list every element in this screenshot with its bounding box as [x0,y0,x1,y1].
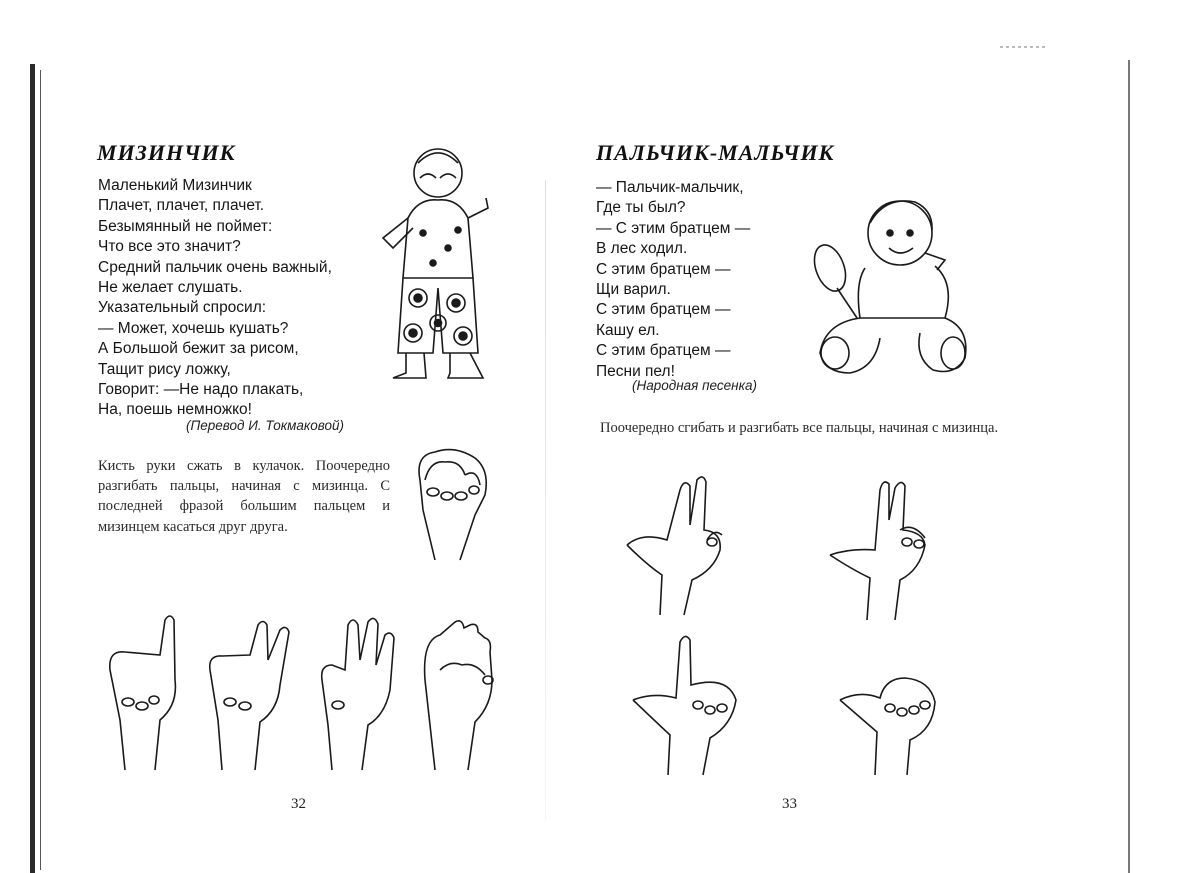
scan-artifact [1000,46,1048,48]
left-page-number: 32 [291,796,306,812]
poem-line: В лес ходил. [596,240,688,258]
poem-line: Маленький Мизинчик [98,177,252,194]
poem-line: Что все это значит? [98,238,241,256]
poem-line: Где ты был? [596,199,686,217]
book-spine-shadow [30,64,35,873]
poem-line: — Пальчик-мальчик, [596,179,744,196]
left-poem [98,176,332,421]
poem-line: С этим братцем — [596,260,731,278]
poem-line: На, поешь немножко! [98,401,252,419]
poem-line: Говорит: —Не надо плакать, [98,381,304,399]
poem-line: Кашу ел. [596,321,660,339]
poem-line: А Большой бежит за рисом, [98,340,299,358]
page-right-edge [1128,60,1130,873]
hand-gesture-icon [835,660,945,780]
poem-line: С этим братцем — [596,301,731,319]
poem-line: Не желает слушать. [98,279,243,297]
poem-line: Средний пальчик очень важный, [98,258,332,276]
poem-line: — Может, хочешь кушать? [98,319,289,337]
center-fold [545,180,546,820]
right-page-title: ПАЛЬЧИК-МАЛЬЧИК [596,140,835,165]
poem-line: Безымянный не поймет: [98,217,273,235]
right-instruction: Поочередно сгибать и разгибать все пальцы, начиная с мизинца. [600,420,999,436]
poem-line: Плачет, плачет, плачет. [98,197,265,215]
right-page-number: 33 [782,796,797,812]
poem-line: С этим братцем — [596,342,731,360]
hand-gesture-icon [100,610,500,790]
hand-gesture-icon [825,470,945,620]
right-poem [596,178,750,382]
crying-child-illustration [378,138,498,388]
left-page-title: МИЗИНЧИК [97,140,236,165]
hand-gesture-icon [628,630,748,780]
poem-line: — С этим братцем — [596,219,751,237]
poem-line: Щи варил. [596,281,671,299]
hand-gesture-icon [622,470,752,620]
poem-line: Песни пел! [596,362,675,380]
child-with-spoon-illustration [805,188,975,388]
right-credit: (Народная песенка) [632,378,757,393]
poem-line: Указательный спросил: [98,299,267,317]
poem-line: Тащит рису ложку, [98,360,231,378]
left-credit: (Перевод И. Токмаковой) [186,418,345,433]
book-spine-line [40,70,41,870]
left-instruction: Кисть руки сжать в кулачок. Поочередно разгибать пальцы, начиная с мизинца. С последней фразой большим пальцем и мизинцем касаться друг друга. [98,458,390,535]
hand-fist-icon [405,440,495,570]
